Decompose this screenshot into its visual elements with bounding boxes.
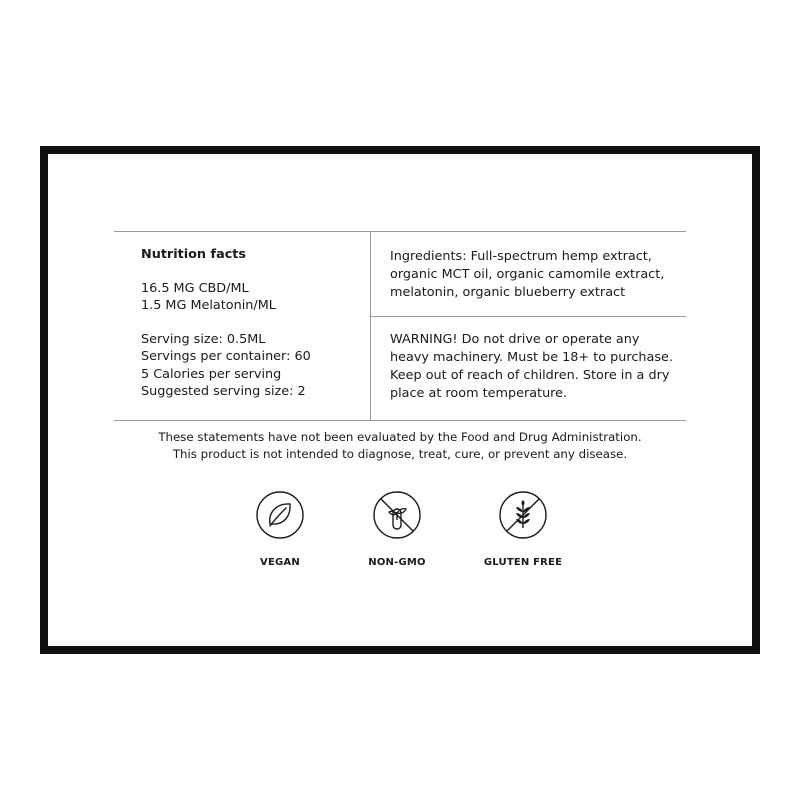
disclaimer-line: These statements have not been evaluated by the Food and Drug Administration. [158,430,642,444]
nutrition-facts [141,246,366,401]
calories-per-serving: 5 Calories per serving [141,366,282,382]
potency-group [141,280,366,315]
leaf-icon [255,490,305,540]
suggested-serving-size: Suggested serving size: 2 [141,384,306,399]
warning-text [390,331,682,403]
warning-line: Keep out of reach of children. Store in a dry [390,368,670,383]
badge-non-gmo [347,490,447,568]
ingredients-line: Ingredients: Full-spectrum hemp extract, [390,249,652,264]
facts-table [114,231,686,421]
badge-label: GLUTEN FREE [483,557,563,568]
warning-line: place at room temperature. [390,386,568,401]
badge-label: VEGAN [260,557,300,568]
ingredients-line: melatonin, organic blueberry extract [390,285,626,300]
nutrition-heading: Nutrition facts [141,247,247,262]
serving-size: Serving size: 0.5ML [141,331,266,347]
badge-label: NON-GMO [368,557,426,568]
badge-vegan [230,490,330,568]
cbd-potency: 16.5 MG CBD/ML [141,280,249,296]
ingredients-text [390,248,682,302]
ingredients-line: organic MCT oil, organic camomile extract, [390,267,665,282]
fda-disclaimer [100,429,700,463]
melatonin-potency: 1.5 MG Melatonin/ML [141,298,276,313]
warning-line: heavy machinery. Must be 18+ to purchase. [390,350,673,365]
badge-gluten-free [473,490,573,568]
test-tube-plant-icon [372,490,422,540]
warning-line: WARNING! Do not drive or operate any [390,332,640,347]
disclaimer-line: This product is not intended to diagnose, treat, cure, or prevent any disease. [172,447,628,461]
column-divider [370,232,371,420]
serving-group [141,331,366,401]
wheat-crossed-icon [498,490,548,540]
row-divider [371,316,686,317]
servings-per-container: Servings per container: 60 [141,349,311,364]
